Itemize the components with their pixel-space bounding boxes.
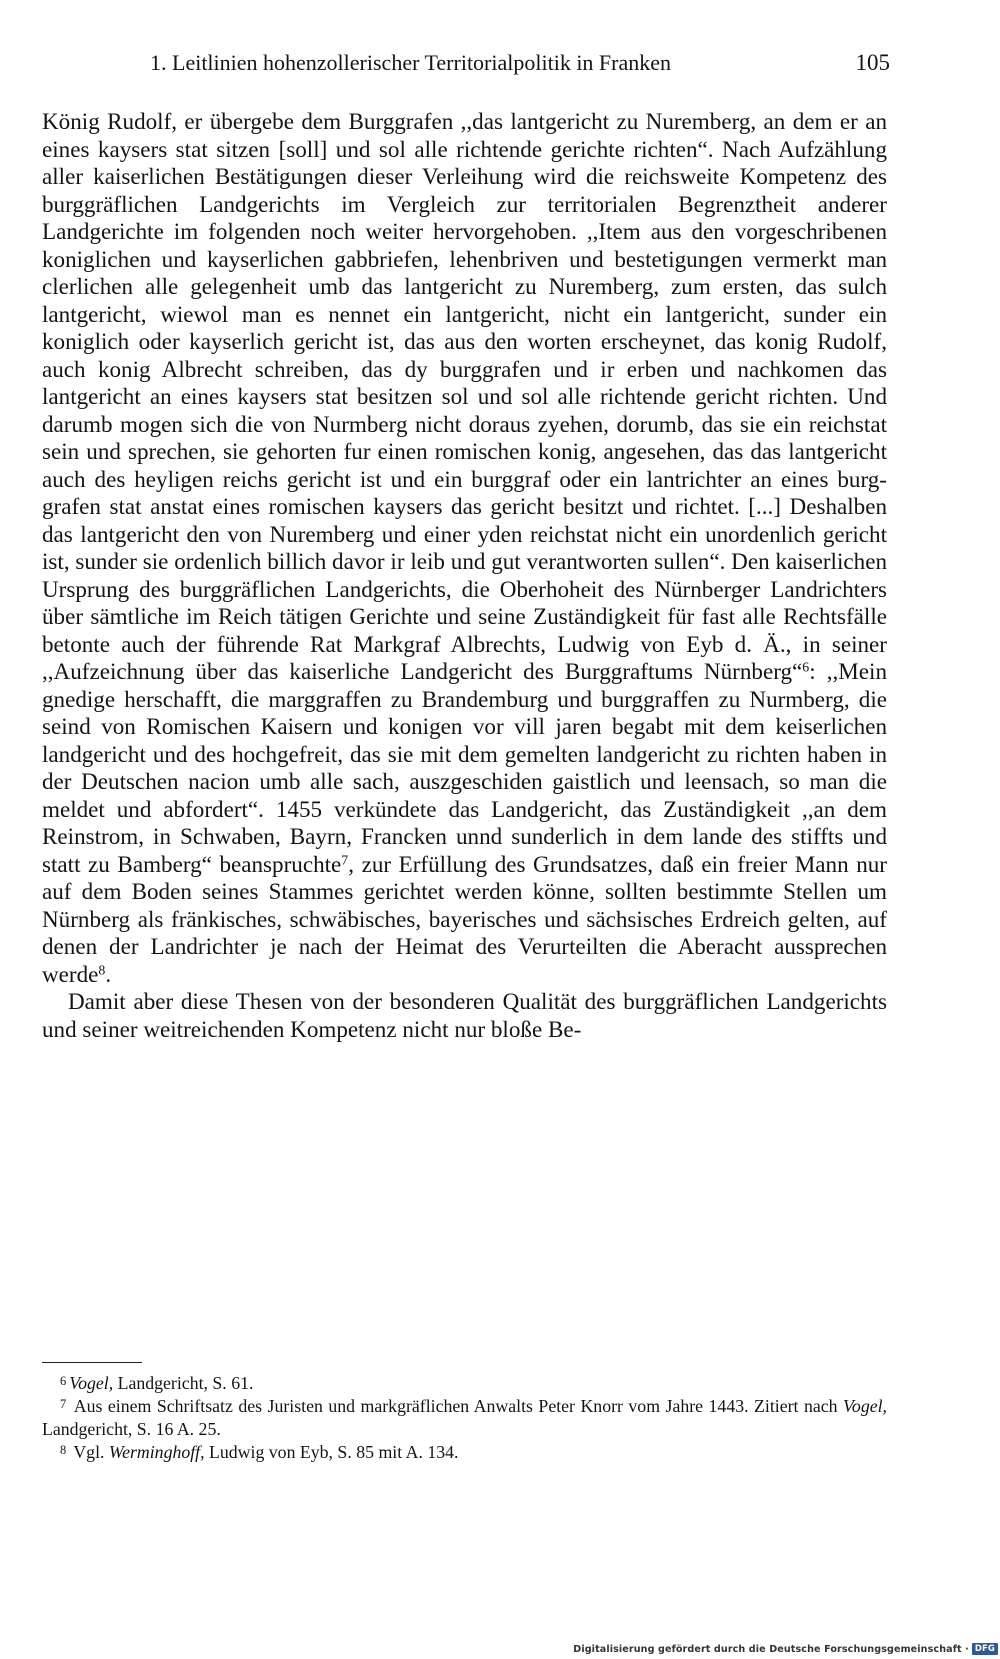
footnote-text: Landgericht, S. 16 A. 25. bbox=[42, 1419, 221, 1439]
footnote-text: Landgericht, S. 61. bbox=[113, 1373, 254, 1393]
dfg-logo: DFG bbox=[972, 1643, 998, 1655]
footnote-mark: 7 bbox=[60, 1396, 67, 1411]
body-text bbox=[42, 108, 887, 1043]
footnote-ref-7: 7 bbox=[341, 851, 349, 867]
paragraph-1-part-2: : ,,Mein gnedige herschafft, die marggraffen zu Brandemburg und burggraffen zu Nurmberg, die seind von Romischen Kaisern und konigen vor vill jaren begabt mit dem keiserlichen landgericht und des hochgefreit, das sie mit dem gemelten landgericht zu richten haben in der Deutschen nacion umb alle sach, auszgeschiden gaistlich und leensach, so man die meldet und abfordert“. 1455 verkündete das Landgericht, das Zuständigkeit ,,an dem Reinstrom, in Schwaben, Bayrn, Francken unnd sunderlich in dem lande des stiffts und statt zu Bamberg“ beanspruchte bbox=[42, 658, 887, 877]
footnote-prefix: Vgl. bbox=[69, 1442, 109, 1462]
paragraph-1-part-4: . bbox=[105, 960, 112, 987]
footnote-ref-6: 6 bbox=[802, 659, 810, 675]
running-head bbox=[150, 48, 890, 78]
digitization-credit bbox=[573, 1641, 998, 1657]
footnote-author: Werminghoff, bbox=[108, 1442, 205, 1462]
paragraph-1-part-1: König Rudolf, er übergebe dem Burggrafen ,,das lantgericht zu Nuremberg, an dem er an eines kaysers stat sitzen [soll] und sol alle richtende gerichte richten“. Nach Aufzählung aller kaiserlichen Bestätigungen dieser Verleihung wird die reichsweite Kompetenz des burggräflichen Landgerichts im Vergleich zur territorialen Begrenztheit anderer Landgerichte im folgenden noch weiter hervorgehoben. ,,Item aus den vorgeschribenen koniglichen und kayserlichen gabbriefen, lehenbriven und bestetigungen vermerkt man clerlichen alle gelegenheit umb das lantgericht zu Nuremberg, zum ersten, das sulch lantgericht, wiewol man es nennet ein lantgericht, nicht ein lantgericht, sunder ein koniglich oder kayserlich gericht ist, das aus den worten erscheynet, das konig Rudolf, auch konig Albrecht schreiben, das dy burggrafen und ir erben und nachkomen das lantgericht an eines kaysers stat besitzen sol und sol alle richtende gericht richten. Und darumb mogen sich die von Nurmberg nicht doraus zyehen, dorumb, das sie ein reichstat sein und sprechen, sie gehorten fur einen romischen konig, angesehen, das das lantgericht auch des heyligen reichs gericht ist und ein burggraf oder ein lantrichter an eines burggrafen stat anstat eines romischen kaysers das gericht besitzt und richtet. [...] Deshalben das lantgericht den von Nuremberg und einer yden reichstat nicht ein unordenlich gericht ist, sunder sie ordenlich billich davor ir leib und gut verantworten sullen“. Den kaiserlichen Ursprung des burggräflichen Landgerichts, die Oberhoheit des Nürnberger Landrichters über sämtliche im Reich tätigen Gerichte und seine Zuständigkeit für fast alle Rechtsfälle betonte auch der führende Rat Markgraf Albrechts, Ludwig von Eyb d. Ä., in seiner ,,Aufzeichnung über das kaiserliche Landgericht des Burggraftums Nürnberg“ bbox=[42, 108, 887, 684]
footnote-mark: 8 bbox=[60, 1442, 67, 1457]
footnote-mark: 6 bbox=[60, 1373, 67, 1388]
credit-text: Digitalisierung gefördert durch die Deutsche Forschungsgemeinschaft · bbox=[573, 1643, 969, 1655]
footnote-text: Ludwig von Eyb, S. 85 mit A. 134. bbox=[204, 1442, 459, 1462]
footnote-8 bbox=[42, 1441, 887, 1464]
running-title: 1. Leitlinien hohenzollerischer Territorialpolitik in Franken bbox=[150, 50, 672, 75]
footnote-6 bbox=[42, 1372, 887, 1395]
footnote-author: Vogel, bbox=[69, 1373, 114, 1393]
footnote-rule bbox=[42, 1362, 142, 1363]
paragraph-2: Damit aber diese Thesen von der besonderen Qualität des burggräflichen Landgerichts und seiner weitreichenden Kompetenz nicht nur bloße Be- bbox=[42, 988, 887, 1042]
footnote-author: Vogel, bbox=[843, 1396, 887, 1416]
footnote-ref-8: 8 bbox=[98, 961, 106, 977]
page-number: 105 bbox=[855, 50, 890, 75]
paragraph-1-part-3: , zur Erfüllung des Grundsatzes, daß ein freier Mann nur auf dem Boden seines Stammes gerichtet werden könne, sollten bestimmte Stellen um Nürnberg als fränkisches, schwäbisches, bayerisches und sächsisches Erdreich gelten, auf denen der Landrichter je nach der Heimat des Verurteilten die Aberacht aussprechen werde bbox=[42, 850, 887, 987]
footnotes bbox=[42, 1372, 887, 1464]
footnote-prefix: Aus einem Schriftsatz des Juristen und markgräflichen Anwalts Peter Knorr vom Jahre 1443. Zitiert nach bbox=[69, 1396, 844, 1416]
footnote-7 bbox=[42, 1395, 887, 1441]
paragraph-1 bbox=[42, 108, 887, 988]
